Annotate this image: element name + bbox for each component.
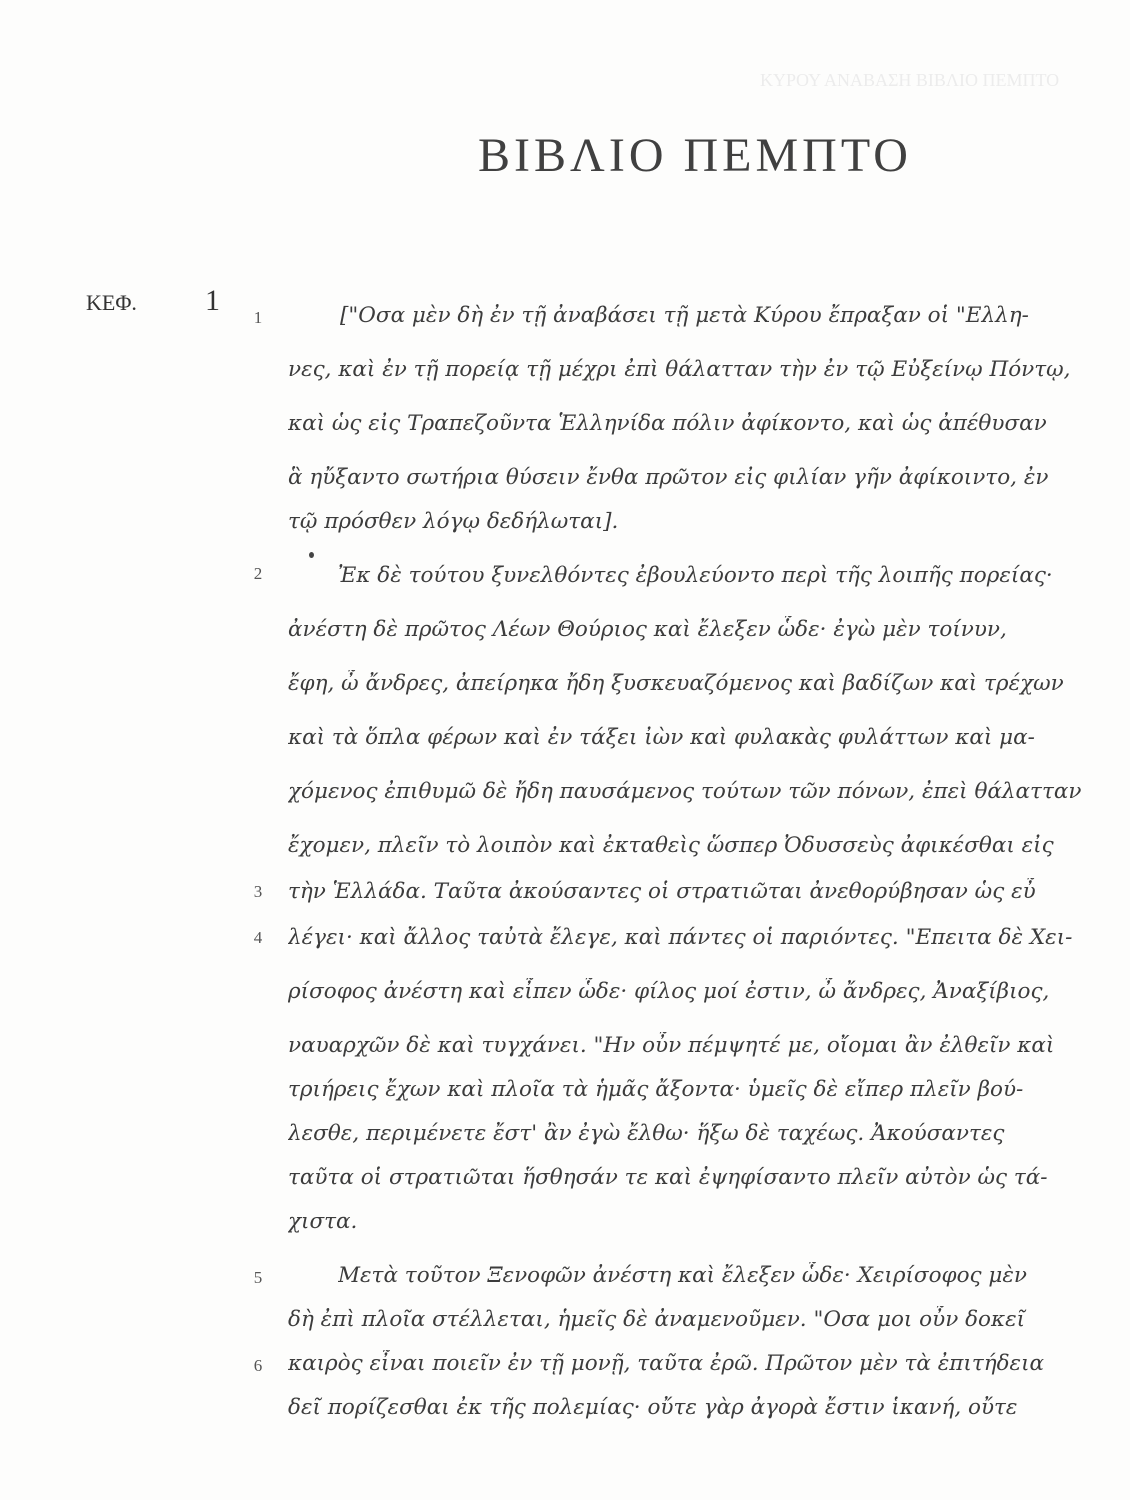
section-number-3: 3 xyxy=(253,882,263,901)
text-line: ρίσοφος ἀνέστη καὶ εἶπεν ὧδε· φίλος μοί ἐστιν, ὦ ἄνδρες, Ἀναξίβιος, xyxy=(288,979,1050,1004)
text-line: ἔχομεν, πλεῖν τὸ λοιπὸν καὶ ἐκταθεὶς ὥσπερ Ὀδυσσεὺς ἀφικέσθαι εἰς xyxy=(288,833,1054,858)
text-line: ["Οσα μὲν δὴ ἐν τῇ ἀναβάσει τῇ μετὰ Κύρου ἔπραξαν οἱ "Ελλη- xyxy=(340,303,1029,328)
section-number-5: 5 xyxy=(253,1268,263,1287)
text-line: τὴν Ἑλλάδα. Ταῦτα ἀκούσαντες οἱ στρατιῶται ἀνεθορύβησαν ὡς εὖ xyxy=(288,879,1036,904)
text-line: καὶ ὡς εἰς Τραπεζοῦντα Ἑλληνίδα πόλιν ἀφίκοντο, καὶ ὡς ἀπέθυσαν xyxy=(288,411,1047,436)
text-line: δὴ ἐπὶ πλοῖα στέλλεται, ἡμεῖς δὲ ἀναμενοῦμεν. "Οσα μοι οὖν δοκεῖ xyxy=(288,1307,1026,1332)
text-line: λέγει· καὶ ἄλλος ταὐτὰ ἔλεγε, καὶ πάντες οἱ παριόντες. "Επειτα δὲ Χει- xyxy=(288,925,1073,950)
section-number-6: 6 xyxy=(253,1356,263,1375)
text-line: χιστα. xyxy=(288,1209,358,1234)
text-line: ἀνέστη δὲ πρῶτος Λέων Θούριος καὶ ἔλεξεν ὧδε· ἐγὼ μὲν τοίνυν, xyxy=(288,617,1007,642)
text-line: ἃ ηὔξαντο σωτήρια θύσειν ἔνθα πρῶτον εἰς φιλίαν γῆν ἀφίκοιντο, ἐν xyxy=(288,465,1049,490)
section-number-4: 4 xyxy=(253,928,263,947)
text-line: ναυαρχῶν δὲ καὶ τυγχάνει. "Ην οὖν πέμψητέ με, οἴομαι ἂν ἐλθεῖν καὶ xyxy=(288,1033,1055,1058)
text-line: λεσθε, περιμένετε ἔστ' ἂν ἐγὼ ἔλθω· ἥξω δὲ ταχέως. Ἀκούσαντες xyxy=(288,1121,1005,1146)
text-line: τριήρεις ἔχων καὶ πλοῖα τὰ ἡμᾶς ἄξοντα· ὑμεῖς δὲ εἴπερ πλεῖν βού- xyxy=(288,1077,1024,1102)
chapter-number: 1 xyxy=(205,284,220,317)
text-line: ἔφη, ὦ ἄνδρες, ἀπείρηκα ἤδη ξυσκευαζόμενος καὶ βαδίζων καὶ τρέχων xyxy=(288,671,1064,696)
section-number-1: 1 xyxy=(253,308,263,327)
section-number-2: 2 xyxy=(253,564,263,583)
text-line: ταῦτα οἱ στρατιῶται ἥσθησάν τε καὶ ἐψηφίσαντο πλεῖν αὐτὸν ὡς τά- xyxy=(288,1165,1048,1190)
text-line: χόμενος ἐπιθυμῶ δὲ ἤδη παυσάμενος τούτων τῶν πόνων, ἐπεὶ θάλατταν xyxy=(288,779,1082,804)
text-line: τῷ πρόσθεν λόγῳ δεδήλωται]. xyxy=(288,509,619,534)
chapter-label: ΚΕΦ. xyxy=(86,290,137,315)
text-line: Μετὰ τοῦτον Ξενοφῶν ἀνέστη καὶ ἔλεξεν ὧδε· Χειρίσοφος μὲν xyxy=(338,1263,1027,1288)
text-line: Ἐκ δὲ τούτου ξυνελθόντες ἐβουλεύοντο περὶ τῆς λοιπῆς πορείας· xyxy=(338,563,1053,588)
text-line: καιρὸς εἶναι ποιεῖν ἐν τῇ μονῇ, ταῦτα ἐρῶ. Πρῶτον μὲν τὰ ἐπιτήδεια xyxy=(288,1351,1045,1376)
bleed-through-text: ΚΥΡΟΥ ΑΝΑΒΑΣΗ ΒΙΒΛΙΟ ΠΕΜΠΤΟ xyxy=(760,70,1060,90)
text-line: καὶ τὰ ὅπλα φέρων καὶ ἐν τάξει ἰὼν καὶ φυλακὰς φυλάττων καὶ μα- xyxy=(288,725,1035,750)
text-line: νες, καὶ ἐν τῇ πορείᾳ τῇ μέχρι ἐπὶ θάλατταν τὴν ἐν τῷ Εὐξείνῳ Πόντῳ, xyxy=(288,357,1071,382)
ink-mark xyxy=(309,552,314,558)
book-title: ΒΙΒΛΙΟ ΠΕΜΠΤΟ xyxy=(478,129,912,182)
text-line: δεῖ πορίζεσθαι ἐκ τῆς πολεμίας· οὔτε γὰρ ἀγορὰ ἔστιν ἱκανή, οὔτε xyxy=(288,1395,1018,1420)
